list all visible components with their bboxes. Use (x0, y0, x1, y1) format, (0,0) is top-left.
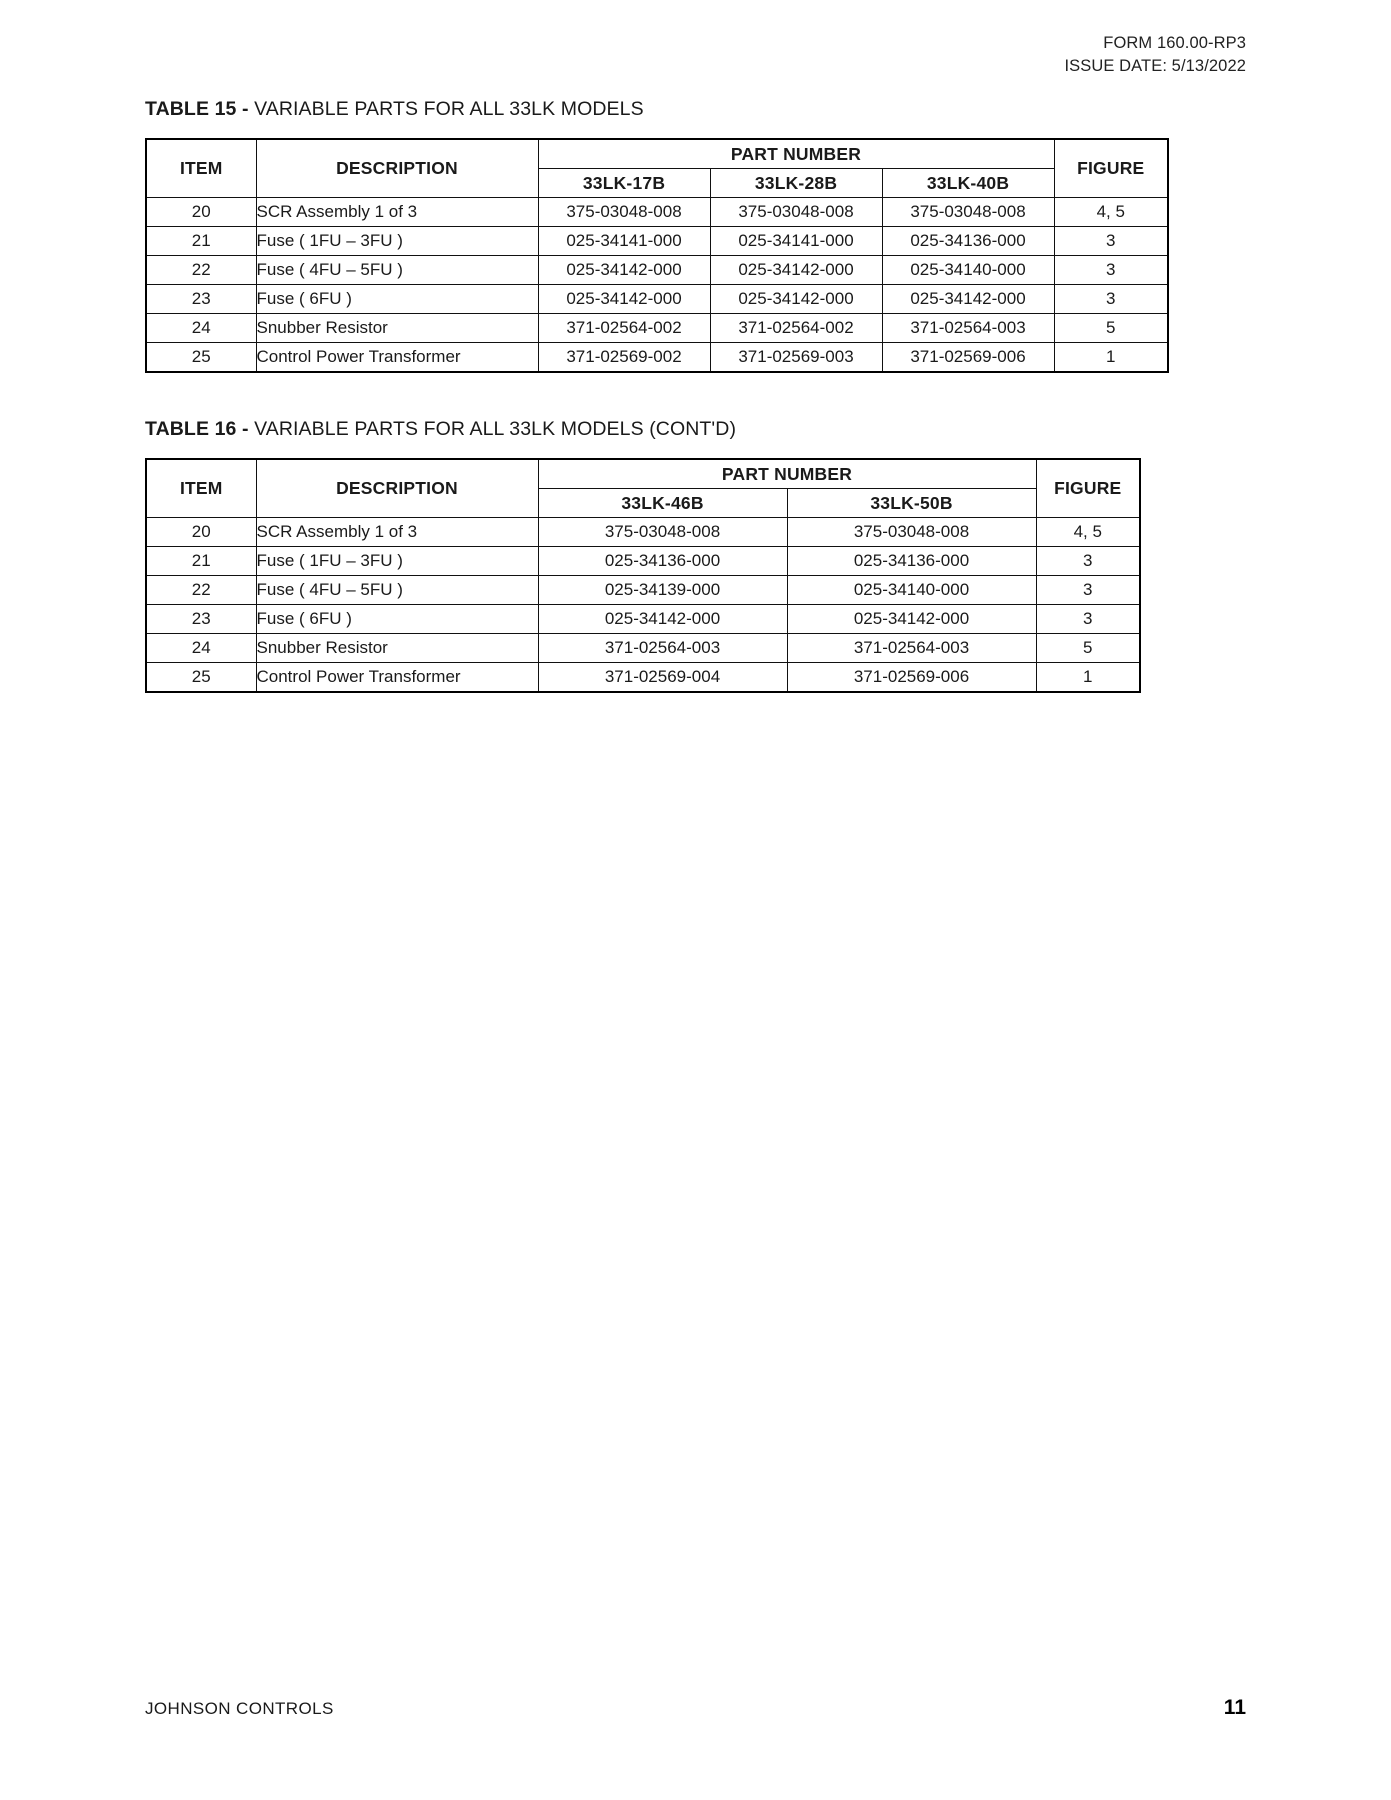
table-15 (145, 138, 1169, 373)
column-header-description: DESCRIPTION (256, 459, 538, 518)
cell-description: Fuse ( 4FU – 5FU ) (256, 256, 538, 285)
column-header-item: ITEM (146, 139, 256, 198)
cell-part-number-33lk-46b: 025-34136-000 (538, 547, 787, 576)
cell-part-number-33lk-50b: 375-03048-008 (787, 518, 1036, 547)
cell-item: 20 (146, 198, 256, 227)
cell-description: Fuse ( 6FU ) (256, 605, 538, 634)
cell-part-number-33lk-50b: 371-02564-003 (787, 634, 1036, 663)
cell-part-number-33lk-28b: 375-03048-008 (710, 198, 882, 227)
cell-part-number-33lk-28b: 025-34142-000 (710, 285, 882, 314)
cell-item: 21 (146, 227, 256, 256)
cell-part-number-33lk-17b: 371-02569-002 (538, 343, 710, 373)
table-15-header-row-1 (146, 139, 1168, 169)
cell-item: 22 (146, 256, 256, 285)
column-header-part-number: PART NUMBER (538, 139, 1054, 169)
cell-figure: 3 (1036, 576, 1140, 605)
cell-part-number-33lk-17b: 375-03048-008 (538, 198, 710, 227)
cell-figure: 1 (1036, 663, 1140, 693)
cell-figure: 1 (1054, 343, 1168, 373)
cell-figure: 3 (1054, 227, 1168, 256)
table-16-title-label: TABLE 16 - (145, 418, 249, 440)
cell-part-number-33lk-40b: 025-34140-000 (882, 256, 1054, 285)
cell-item: 22 (146, 576, 256, 605)
cell-description: Control Power Transformer (256, 343, 538, 373)
cell-item: 24 (146, 634, 256, 663)
cell-part-number-33lk-17b: 025-34142-000 (538, 256, 710, 285)
cell-description: Fuse ( 4FU – 5FU ) (256, 576, 538, 605)
cell-item: 23 (146, 605, 256, 634)
cell-figure: 4, 5 (1036, 518, 1140, 547)
cell-part-number-33lk-28b: 371-02564-002 (710, 314, 882, 343)
cell-part-number-33lk-28b: 025-34141-000 (710, 227, 882, 256)
table-15-title-label: TABLE 15 - (145, 98, 249, 120)
table-row (146, 634, 1140, 663)
cell-description: Fuse ( 1FU – 3FU ) (256, 227, 538, 256)
column-header-figure: FIGURE (1036, 459, 1140, 518)
cell-part-number-33lk-50b: 371-02569-006 (787, 663, 1036, 693)
document-footer (145, 1696, 1246, 1720)
cell-part-number-33lk-46b: 025-34139-000 (538, 576, 787, 605)
cell-description: SCR Assembly 1 of 3 (256, 518, 538, 547)
page-number: 11 (1223, 1696, 1246, 1719)
column-header-description: DESCRIPTION (256, 139, 538, 198)
cell-item: 25 (146, 343, 256, 373)
cell-description: Control Power Transformer (256, 663, 538, 693)
cell-part-number-33lk-40b: 371-02564-003 (882, 314, 1054, 343)
issue-date: ISSUE DATE: 5/13/2022 (1064, 57, 1246, 76)
cell-figure: 3 (1036, 605, 1140, 634)
cell-part-number-33lk-40b: 025-34136-000 (882, 227, 1054, 256)
table-16-title-text: VARIABLE PARTS FOR ALL 33LK MODELS (CONT'D) (248, 418, 737, 440)
table-row (146, 547, 1140, 576)
cell-item: 20 (146, 518, 256, 547)
column-header-model-33lk-50b: 33LK-50B (787, 489, 1036, 518)
column-header-model-33lk-46b: 33LK-46B (538, 489, 787, 518)
cell-part-number-33lk-28b: 025-34142-000 (710, 256, 882, 285)
cell-description: Snubber Resistor (256, 314, 538, 343)
cell-item: 24 (146, 314, 256, 343)
table-row (146, 343, 1168, 373)
cell-description: Fuse ( 6FU ) (256, 285, 538, 314)
cell-description: Fuse ( 1FU – 3FU ) (256, 547, 538, 576)
table-row (146, 518, 1140, 547)
cell-part-number-33lk-40b: 375-03048-008 (882, 198, 1054, 227)
cell-figure: 3 (1036, 547, 1140, 576)
cell-part-number-33lk-50b: 025-34142-000 (787, 605, 1036, 634)
table-row (146, 605, 1140, 634)
column-header-model-33lk-40b: 33LK-40B (882, 169, 1054, 198)
cell-part-number-33lk-17b: 025-34142-000 (538, 285, 710, 314)
table-16-block (145, 418, 1139, 693)
cell-figure: 4, 5 (1054, 198, 1168, 227)
document-header (1064, 32, 1246, 79)
table-15-body (146, 198, 1168, 373)
table-row (146, 314, 1168, 343)
column-header-model-33lk-28b: 33LK-28B (710, 169, 882, 198)
form-number: FORM 160.00-RP3 (1103, 34, 1246, 52)
cell-figure: 3 (1054, 285, 1168, 314)
table-row (146, 576, 1140, 605)
table-row (146, 285, 1168, 314)
table-row (146, 256, 1168, 285)
cell-figure: 5 (1036, 634, 1140, 663)
column-header-item: ITEM (146, 459, 256, 518)
cell-part-number-33lk-50b: 025-34136-000 (787, 547, 1036, 576)
table-row (146, 227, 1168, 256)
cell-figure: 5 (1054, 314, 1168, 343)
column-header-part-number: PART NUMBER (538, 459, 1036, 489)
table-15-title (145, 98, 1139, 121)
table-16-head (146, 459, 1140, 518)
table-16 (145, 458, 1141, 693)
cell-part-number-33lk-46b: 025-34142-000 (538, 605, 787, 634)
table-16-header-row-1 (146, 459, 1140, 489)
cell-part-number-33lk-46b: 371-02564-003 (538, 634, 787, 663)
table-row (146, 663, 1140, 693)
cell-part-number-33lk-50b: 025-34140-000 (787, 576, 1036, 605)
cell-item: 25 (146, 663, 256, 693)
cell-figure: 3 (1054, 256, 1168, 285)
table-16-body (146, 518, 1140, 693)
cell-item: 23 (146, 285, 256, 314)
table-15-head (146, 139, 1168, 198)
table-15-block (145, 98, 1145, 373)
cell-part-number-33lk-17b: 371-02564-002 (538, 314, 710, 343)
cell-part-number-33lk-46b: 375-03048-008 (538, 518, 787, 547)
cell-description: SCR Assembly 1 of 3 (256, 198, 538, 227)
cell-description: Snubber Resistor (256, 634, 538, 663)
table-row (146, 198, 1168, 227)
cell-part-number-33lk-17b: 025-34141-000 (538, 227, 710, 256)
cell-part-number-33lk-40b: 025-34142-000 (882, 285, 1054, 314)
table-15-title-text: VARIABLE PARTS FOR ALL 33LK MODELS (248, 98, 644, 120)
cell-part-number-33lk-40b: 371-02569-006 (882, 343, 1054, 373)
cell-item: 21 (146, 547, 256, 576)
cell-part-number-33lk-28b: 371-02569-003 (710, 343, 882, 373)
cell-part-number-33lk-46b: 371-02569-004 (538, 663, 787, 693)
column-header-figure: FIGURE (1054, 139, 1168, 198)
footer-brand: JOHNSON CONTROLS (145, 1699, 334, 1718)
column-header-model-33lk-17b: 33LK-17B (538, 169, 710, 198)
table-16-title (145, 418, 1139, 441)
